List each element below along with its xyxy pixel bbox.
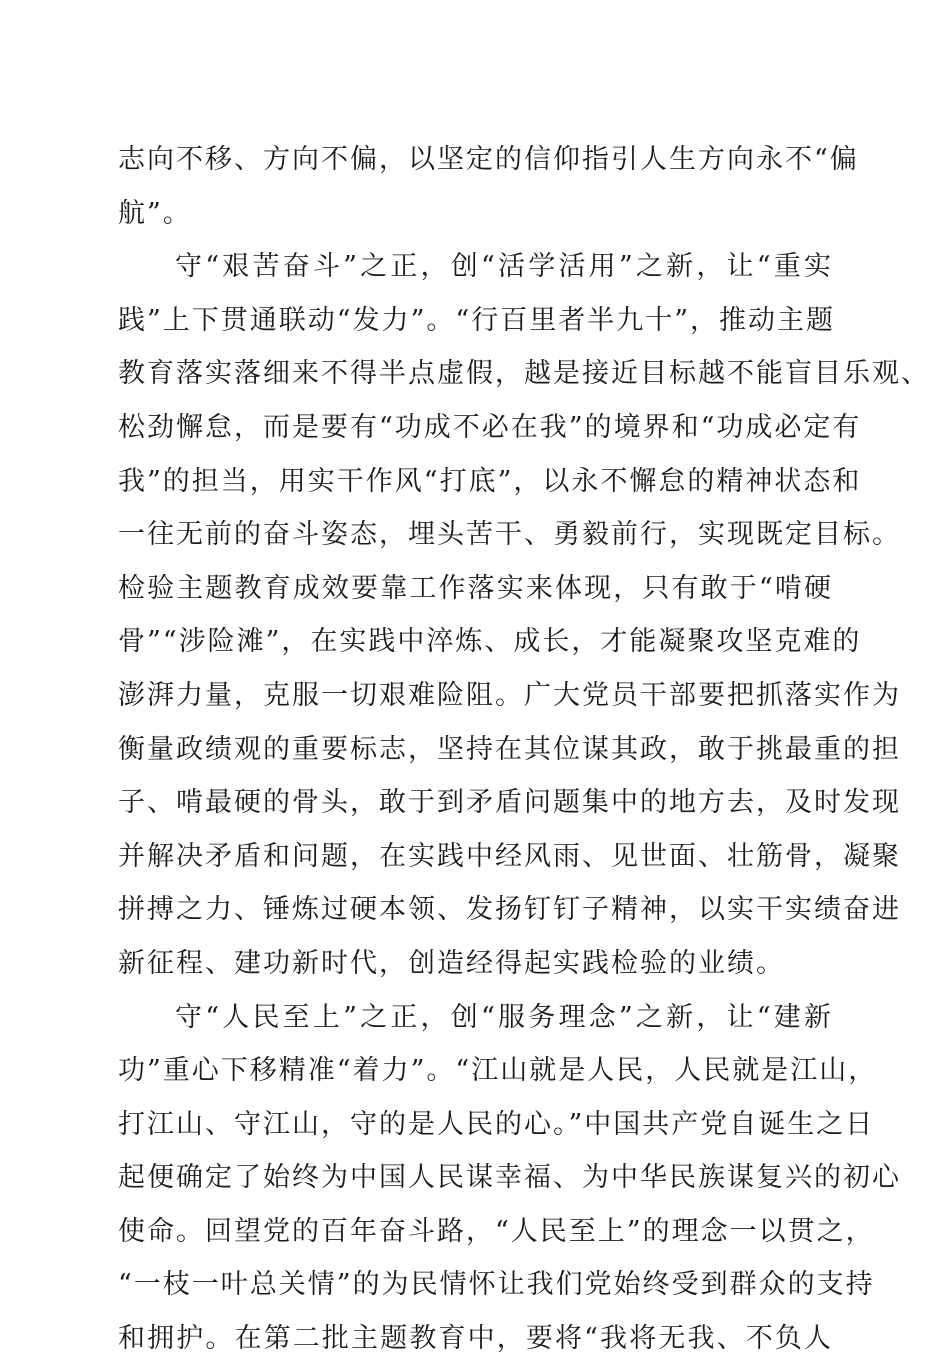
text-line: “一枝一叶总关情”的为民情怀让我们党始终受到群众的支持 — [118, 1269, 875, 1301]
text-line: 我”的担当，用实干作风“打底”，以永不懈怠的精神状态和 — [118, 465, 862, 497]
text-line: 践”上下贯通联动“发力”。“行百里者半九十”，推动主题 — [118, 304, 836, 336]
text-line: 新征程、建功新时代，创造经得起实践检验的业绩。 — [118, 947, 785, 979]
body-text — [118, 133, 930, 1366]
text-line: 打江山、守江山，守的是人民的心。”中国共产党自诞生之日 — [118, 1108, 875, 1140]
text-line: 起便确定了始终为中国人民谋幸福、为中华民族谋复兴的初心 — [118, 1162, 901, 1194]
text-line: 功”重心下移精准“着力”。“江山就是人民，人民就是江山， — [118, 1055, 878, 1087]
text-line: 检验主题教育成效要靠工作落实来体现，只有敢于“啃硬 — [118, 572, 833, 604]
text-line: 和拥护。在第二批主题教育中，要将“我将无我、不负人 — [118, 1323, 833, 1355]
text-line: 航”。 — [118, 197, 192, 229]
text-line: 并解决矛盾和问题，在实践中经风雨、见世面、壮筋骨，凝聚 — [118, 840, 901, 872]
paragraph-first-line: 守“人民至上”之正，创“服务理念”之新，让“建新 — [175, 1001, 833, 1033]
text-line: 澎湃力量，克服一切艰难险阻。广大党员干部要把抓落实作为 — [118, 679, 901, 711]
text-line: 衡量政绩观的重要标志，坚持在其位谋其政，敢于挑最重的担 — [118, 733, 901, 765]
text-line: 志向不移、方向不偏，以坚定的信仰指引人生方向永不“偏 — [118, 144, 859, 175]
text-line: 松劲懈怠，而是要有“功成不必在我”的境界和“功成必定有 — [118, 411, 862, 443]
paragraph-first-line: 守“艰苦奋斗”之正，创“活学活用”之新，让“重实 — [175, 251, 833, 283]
text-line: 拼搏之力、锤炼过硬本领、发扬钉钉子精神，以实干实绩奋进 — [118, 894, 901, 926]
text-line: 骨”“涉险滩”，在实践中淬炼、成长，才能凝聚攻坚克难的 — [118, 626, 862, 658]
text-line: 教育落实落细来不得半点虚假，越是接近目标越不能盲目乐观、 — [118, 358, 930, 390]
text-line: 子、啃最硬的骨头，敢于到矛盾问题集中的地方去，及时发现 — [118, 787, 901, 819]
text-line: 一往无前的奋斗姿态，埋头苦干、勇毅前行，实现既定目标。 — [118, 519, 901, 551]
text-line: 使命。回望党的百年奋斗路，“人民至上”的理念一以贯之， — [118, 1215, 875, 1247]
